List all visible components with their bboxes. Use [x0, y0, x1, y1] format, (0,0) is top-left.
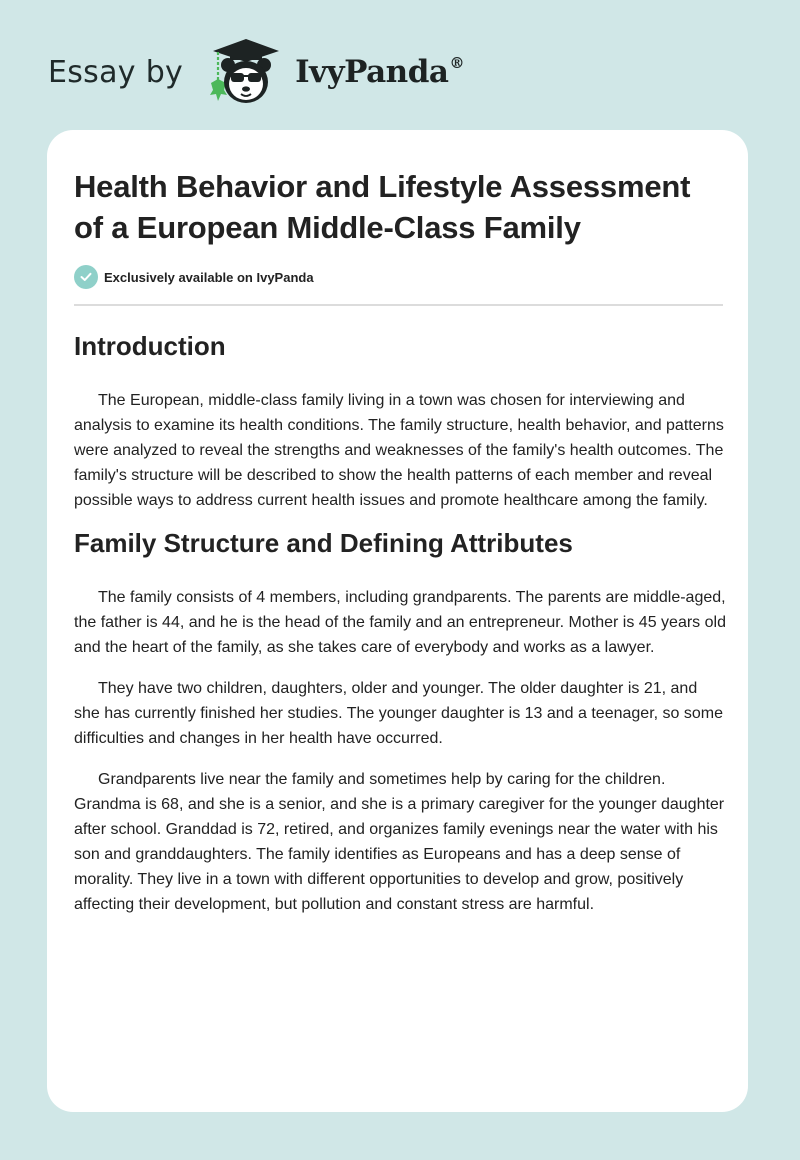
exclusive-badge — [74, 264, 722, 290]
article-title: Health Behavior and Lifestyle Assessment of a European Middle-Class Family — [74, 169, 691, 245]
paragraph: The European, middle-class family living in a town was chosen for interviewing and analysis to examine its health conditions. The family structure, health behavior, and patterns were analyzed to reveal the strengths and weaknesses of the family's health outcomes. The family's structure will be described to show the health patterns of each member and reveal possible ways to address current health issues and promote healthcare among the family. — [74, 392, 724, 509]
check-circle-icon — [74, 265, 98, 289]
paragraph: The family consists of 4 members, including grandparents. The parents are middle-aged, the father is 44, and he is the head of the family and an entrepreneur. Mother is 45 years old and the heart of the family, as she takes care of everybody and works as a lawyer. — [74, 589, 726, 656]
site-header — [0, 0, 800, 130]
panda-graduate-logo-icon — [199, 37, 289, 107]
paragraph: Grandparents live near the family and sometimes help by caring for the children. Grandma is 68, and she is a senior, and she is a primary caregiver for the younger daughter after school. Granddad is 72, retired, and organizes family evenings near the water with his son and granddaughters. The family identifies as Europeans and has a deep sense of morality. They live in a town with different opportunities to develop and grow, positively affecting their development, but pollution and constant stress are harmful. — [74, 771, 725, 913]
section-heading-introduction: Introduction — [74, 331, 226, 361]
exclusive-badge-text: Exclusively available on IvyPanda — [104, 269, 314, 285]
paragraph: They have two children, daughters, older and younger. The older daughter is 21, and she has currently finished her studies. The younger daughter is 13 and a teenager, so some difficulties and changes in her health have occurred. — [74, 680, 723, 747]
essay-by-label: Essay by — [48, 54, 184, 90]
brand-link[interactable] — [48, 36, 464, 108]
section-heading-family-structure: Family Structure and Defining Attributes — [74, 528, 573, 558]
brand-name: IvyPanda® — [295, 54, 464, 90]
divider — [74, 304, 723, 306]
article-card — [47, 130, 748, 1112]
